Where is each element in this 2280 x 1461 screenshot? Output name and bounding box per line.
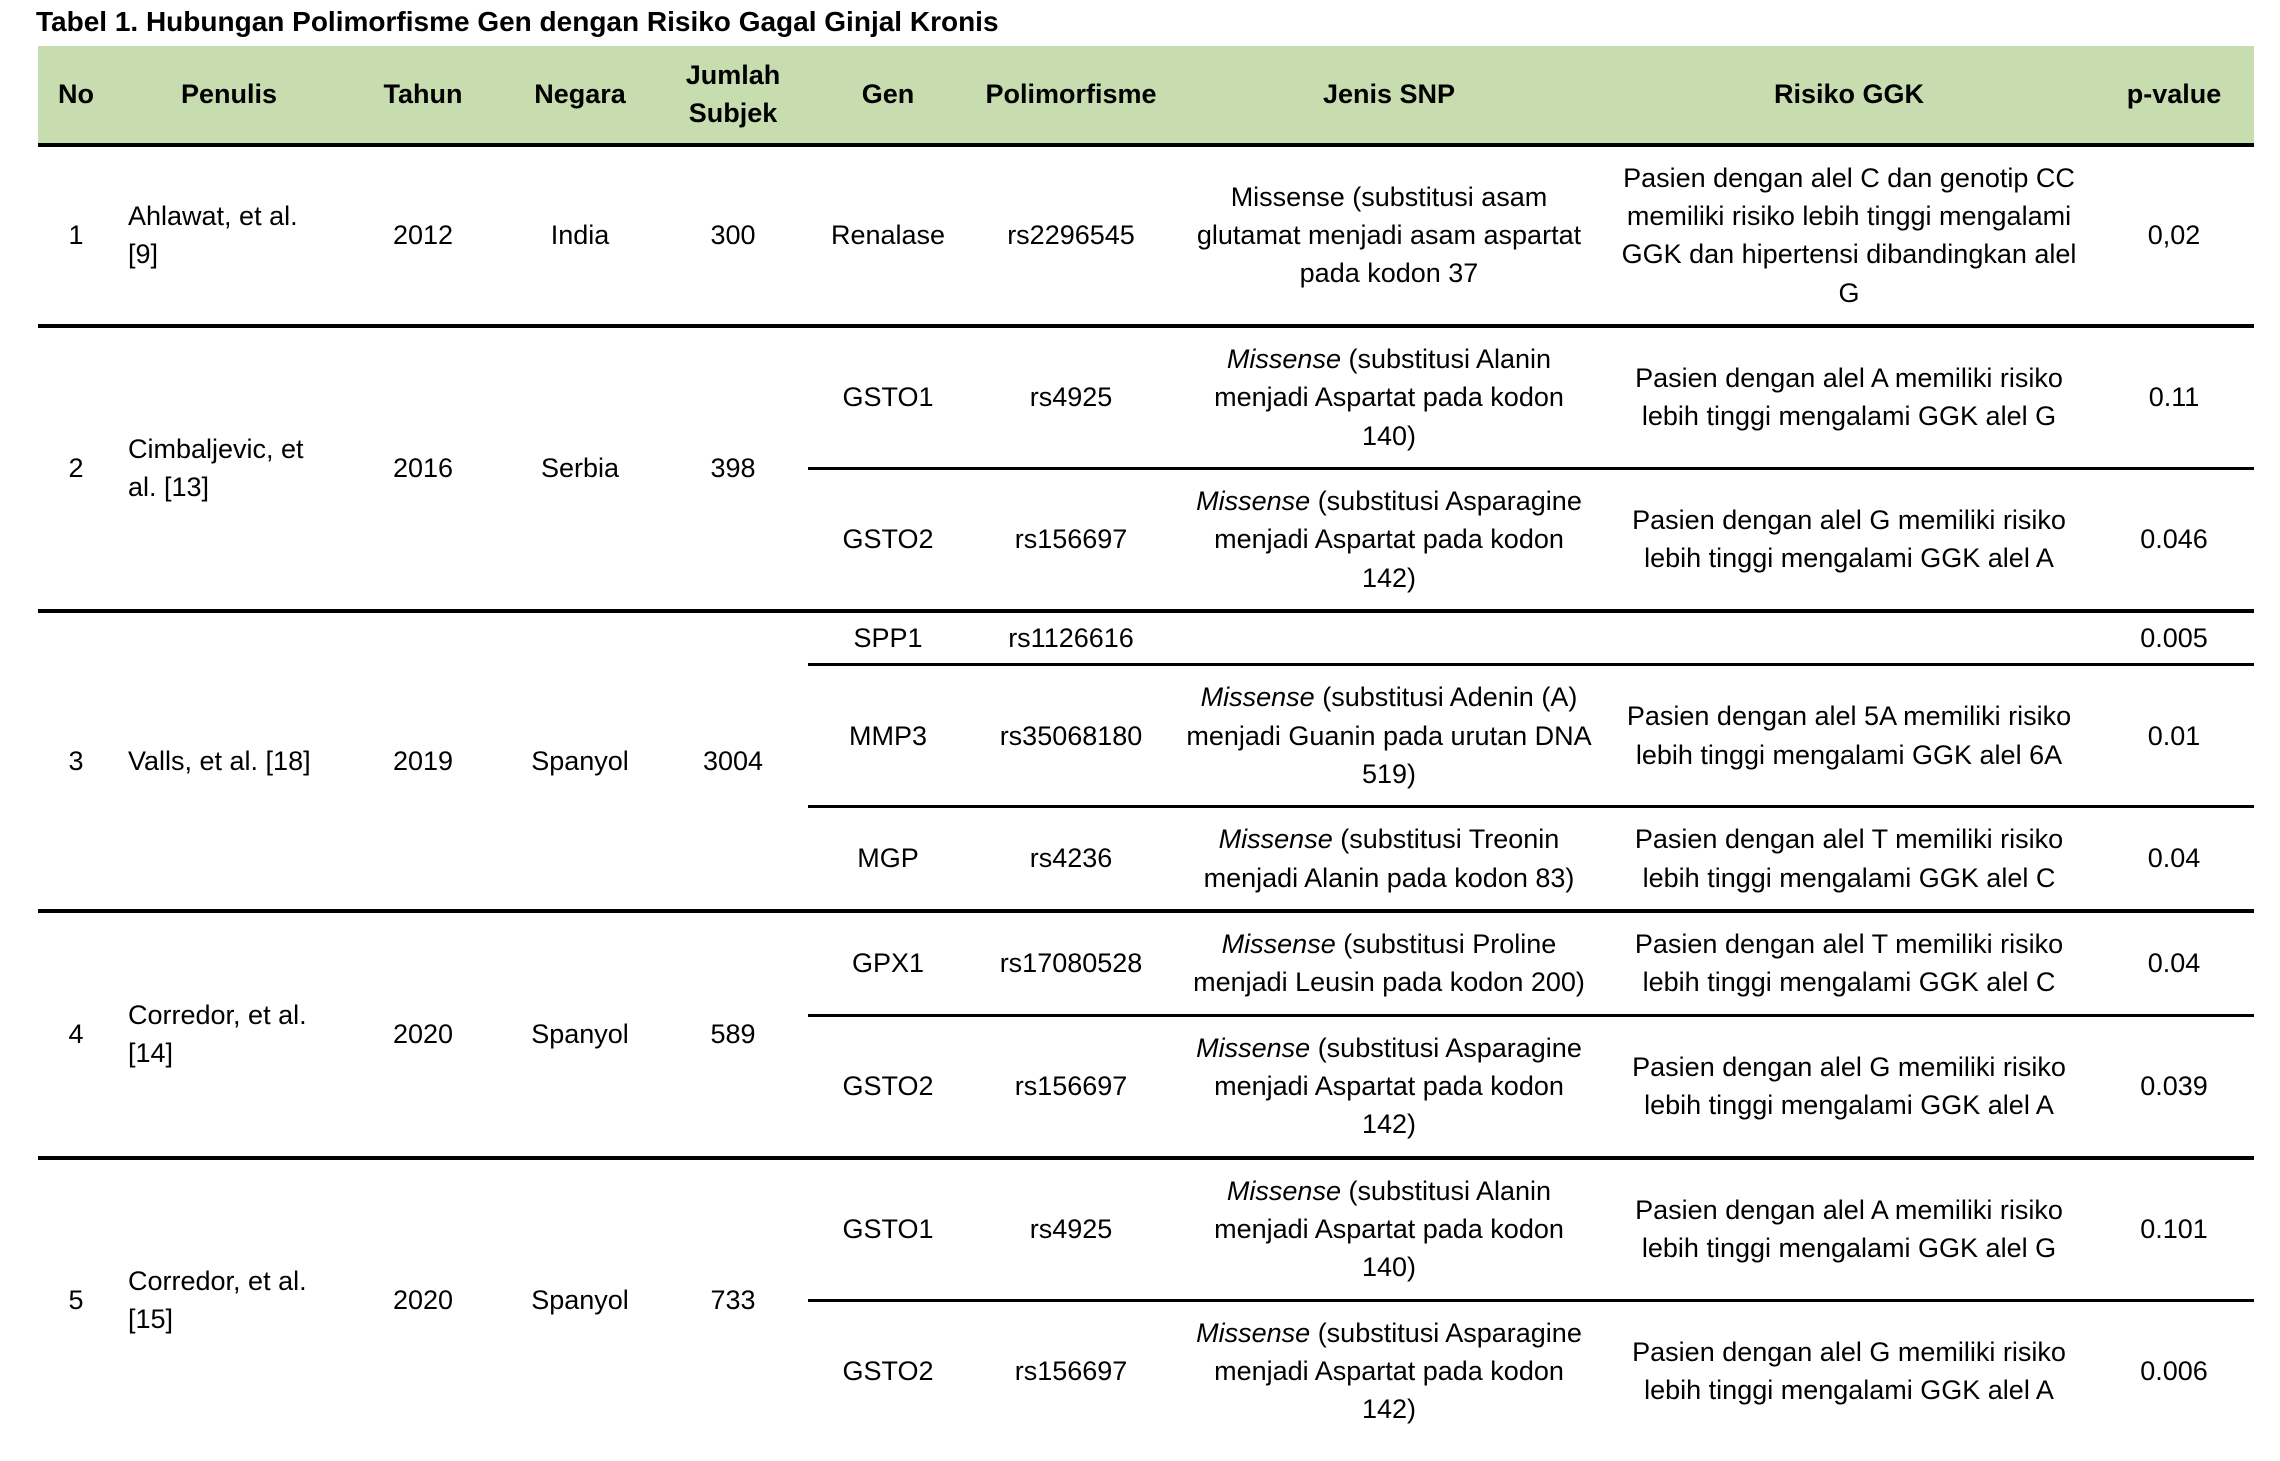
snp-type-italic: Missense (1196, 1317, 1311, 1348)
cell-risiko-ggk: Pasien dengan alel T memiliki risiko lebih tinggi mengalami GGK alel C (1604, 807, 2094, 911)
cell-jenis-snp: Missense (substitusi Asparagine menjadi Aspartat pada kodon 142) (1174, 1300, 1604, 1440)
cell-no: 1 (38, 145, 114, 326)
cell-p-value: 0.04 (2094, 807, 2254, 911)
snp-type-italic: Missense (1221, 928, 1336, 959)
snp-type-italic: Missense (1196, 485, 1311, 516)
column-header-gen: Gen (808, 46, 968, 145)
cell-gen: GSTO1 (808, 1158, 968, 1300)
cell-penulis: Corredor, et al. [14] (114, 911, 344, 1158)
cell-p-value: 0.005 (2094, 611, 2254, 665)
snp-type-italic: Missense (1226, 1175, 1341, 1206)
snp-type-italic: Missense (1200, 682, 1315, 713)
cell-p-value: 0.11 (2094, 326, 2254, 468)
cell-tahun: 2019 (344, 611, 502, 911)
cell-negara: Spanyol (502, 911, 658, 1158)
column-header-polimorfisme: Polimorfisme (968, 46, 1174, 145)
cell-polimorfisme: rs156697 (968, 1300, 1174, 1440)
cell-jenis-snp: Missense (substitusi Asparagine menjadi Aspartat pada kodon 142) (1174, 1015, 1604, 1157)
column-header-tahun: Tahun (344, 46, 502, 145)
table-body (38, 145, 2254, 1441)
cell-tahun: 2020 (344, 1158, 502, 1441)
cell-negara: Serbia (502, 326, 658, 611)
cell-penulis: Valls, et al. [18] (114, 611, 344, 911)
cell-jumlah-subjek: 589 (658, 911, 808, 1158)
cell-p-value: 0,02 (2094, 145, 2254, 326)
table-row (38, 611, 2254, 665)
table-row (38, 1158, 2254, 1300)
cell-risiko-ggk: Pasien dengan alel 5A memiliki risiko lebih tinggi mengalami GGK alel 6A (1604, 665, 2094, 807)
cell-jenis-snp: Missense (substitusi Treonin menjadi Alanin pada kodon 83) (1174, 807, 1604, 911)
cell-p-value: 0.006 (2094, 1300, 2254, 1440)
cell-polimorfisme: rs156697 (968, 1015, 1174, 1157)
cell-gen: GSTO2 (808, 1015, 968, 1157)
cell-penulis: Corredor, et al. [15] (114, 1158, 344, 1441)
cell-gen: GSTO2 (808, 468, 968, 610)
cell-gen: GSTO2 (808, 1300, 968, 1440)
cell-jenis-snp: Missense (substitusi Alanin menjadi Aspartat pada kodon 140) (1174, 326, 1604, 468)
cell-no: 4 (38, 911, 114, 1158)
cell-jumlah-subjek: 733 (658, 1158, 808, 1441)
cell-jumlah-subjek: 398 (658, 326, 808, 611)
cell-tahun: 2016 (344, 326, 502, 611)
snp-type-italic: Missense (1196, 1032, 1311, 1063)
cell-gen: MGP (808, 807, 968, 911)
cell-risiko-ggk: Pasien dengan alel G memiliki risiko lebih tinggi mengalami GGK alel A (1604, 468, 2094, 610)
snp-type-italic: Missense (1218, 824, 1333, 855)
cell-gen: GPX1 (808, 911, 968, 1015)
column-header-p-value: p-value (2094, 46, 2254, 145)
cell-no: 2 (38, 326, 114, 611)
cell-p-value: 0.01 (2094, 665, 2254, 807)
cell-penulis: Ahlawat, et al. [9] (114, 145, 344, 326)
cell-jenis-snp: Missense (substitusi Alanin menjadi Aspartat pada kodon 140) (1174, 1158, 1604, 1300)
cell-tahun: 2020 (344, 911, 502, 1158)
cell-gen: SPP1 (808, 611, 968, 665)
table-header (38, 46, 2254, 145)
column-header-jenis-snp: Jenis SNP (1174, 46, 1604, 145)
cell-p-value: 0.046 (2094, 468, 2254, 610)
cell-polimorfisme: rs4925 (968, 326, 1174, 468)
cell-tahun: 2012 (344, 145, 502, 326)
cell-polimorfisme: rs156697 (968, 468, 1174, 610)
column-header-no: No (38, 46, 114, 145)
cell-negara: India (502, 145, 658, 326)
cell-jumlah-subjek: 300 (658, 145, 808, 326)
column-header-negara: Negara (502, 46, 658, 145)
cell-polimorfisme: rs2296545 (968, 145, 1174, 326)
table-row (38, 911, 2254, 1015)
cell-jumlah-subjek: 3004 (658, 611, 808, 911)
cell-jenis-snp: Missense (substitusi Adenin (A) menjadi Guanin pada urutan DNA 519) (1174, 665, 1604, 807)
cell-polimorfisme: rs1126616 (968, 611, 1174, 665)
cell-jenis-snp: Missense (substitusi Asparagine menjadi Aspartat pada kodon 142) (1174, 468, 1604, 610)
cell-risiko-ggk: Pasien dengan alel A memiliki risiko lebih tinggi mengalami GGK alel G (1604, 326, 2094, 468)
cell-gen: GSTO1 (808, 326, 968, 468)
table-row (38, 326, 2254, 468)
table-title: Tabel 1. Hubungan Polimorfisme Gen dengan Risiko Gagal Ginjal Kronis (36, 6, 999, 37)
cell-risiko-ggk: Pasien dengan alel T memiliki risiko lebih tinggi mengalami GGK alel C (1604, 911, 2094, 1015)
cell-negara: Spanyol (502, 1158, 658, 1441)
table-header-row (38, 46, 2254, 145)
cell-risiko-ggk (1604, 611, 2094, 665)
cell-no: 5 (38, 1158, 114, 1441)
column-header-jumlah-subjek: Jumlah Subjek (658, 46, 808, 145)
cell-p-value: 0.04 (2094, 911, 2254, 1015)
cell-p-value: 0.101 (2094, 1158, 2254, 1300)
column-header-risiko-ggk: Risiko GGK (1604, 46, 2094, 145)
cell-risiko-ggk: Pasien dengan alel A memiliki risiko lebih tinggi mengalami GGK alel G (1604, 1158, 2094, 1300)
cell-gen: MMP3 (808, 665, 968, 807)
cell-jenis-snp: Missense (substitusi Proline menjadi Leusin pada kodon 200) (1174, 911, 1604, 1015)
cell-polimorfisme: rs4236 (968, 807, 1174, 911)
cell-polimorfisme: rs4925 (968, 1158, 1174, 1300)
cell-no: 3 (38, 611, 114, 911)
cell-risiko-ggk: Pasien dengan alel C dan genotip CC memiliki risiko lebih tinggi mengalami GGK dan hipertensi dibandingkan alel G (1604, 145, 2094, 326)
column-header-penulis: Penulis (114, 46, 344, 145)
cell-risiko-ggk: Pasien dengan alel G memiliki risiko lebih tinggi mengalami GGK alel A (1604, 1015, 2094, 1157)
snp-type-italic: Missense (1226, 343, 1341, 374)
cell-polimorfisme: rs35068180 (968, 665, 1174, 807)
cell-p-value: 0.039 (2094, 1015, 2254, 1157)
cell-jenis-snp (1174, 611, 1604, 665)
cell-polimorfisme: rs17080528 (968, 911, 1174, 1015)
table-row (38, 145, 2254, 326)
cell-risiko-ggk: Pasien dengan alel G memiliki risiko lebih tinggi mengalami GGK alel A (1604, 1300, 2094, 1440)
cell-negara: Spanyol (502, 611, 658, 911)
polymorphism-results-table (38, 46, 2254, 1441)
cell-penulis: Cimbaljevic, et al. [13] (114, 326, 344, 611)
cell-gen: Renalase (808, 145, 968, 326)
cell-jenis-snp: Missense (substitusi asam glutamat menjadi asam aspartat pada kodon 37 (1174, 145, 1604, 326)
